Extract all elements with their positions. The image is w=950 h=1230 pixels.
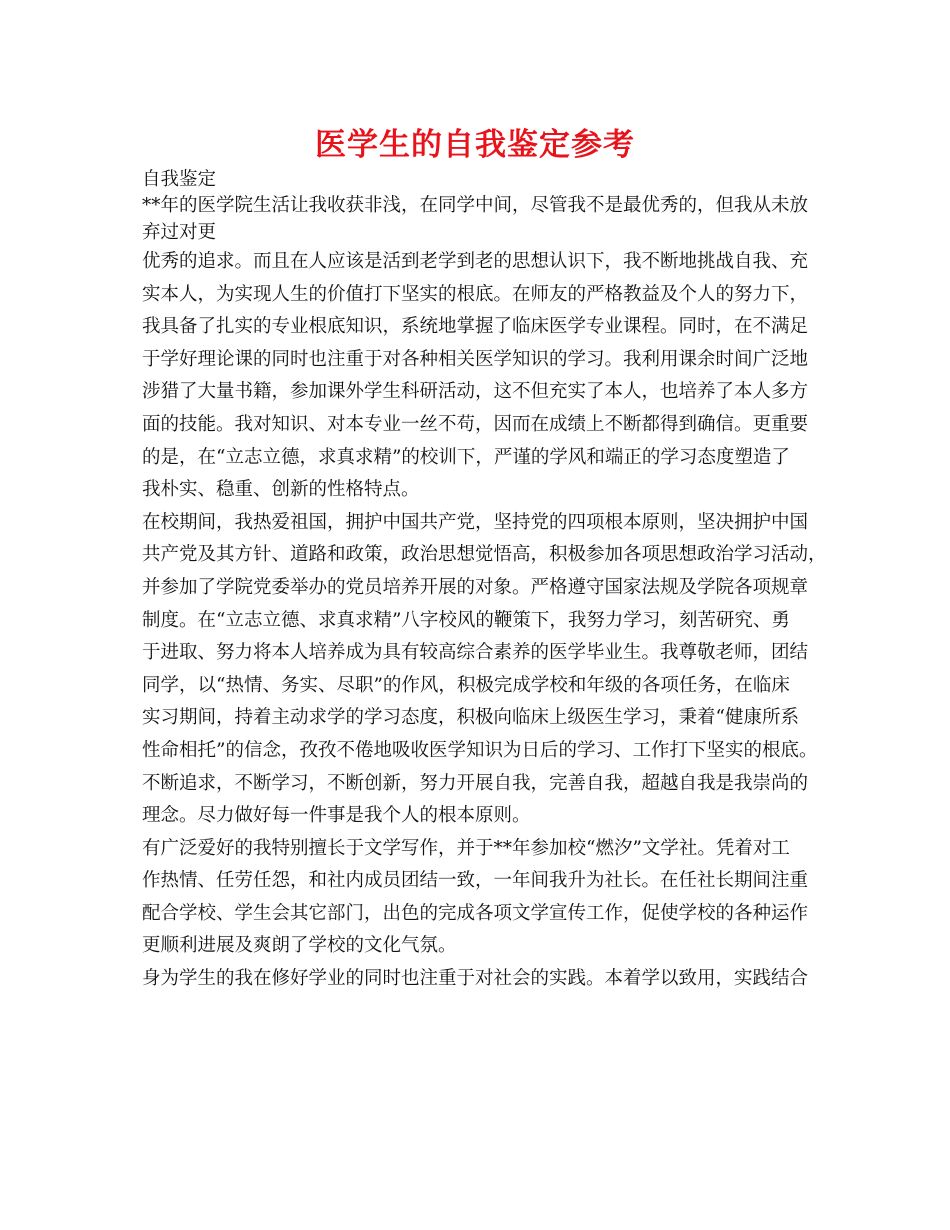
text-line: 实习期间，持着主动求学的学习态度，积极向临床上级医生学习，秉着“健康所系 [142, 707, 799, 729]
text-line: 共产党及其方针、道路和政策，政治思想觉悟高，积极参加各项思想政治学习活动， [142, 544, 827, 566]
text-line: 有广泛爱好的我特别擅长于文学写作，并于**年参加校“燃汐”文学社。凭着对工 [142, 837, 790, 859]
text-line: 理念。尽力做好每一件事是我个人的根本原则。 [142, 805, 531, 827]
text-line: 在校期间，我热爱祖国，拥护中国共产党，坚持党的四项根本原则，坚决拥护中国 [142, 511, 809, 533]
text-line: 弃过对更 [142, 222, 217, 243]
text-line: **年的医学院生活让我收获非浅，在同学中间，尽管我不是最优秀的，但我从未放 [142, 195, 809, 216]
text-line: 配合学校、学生会其它部门，出色的完成各项文学宣传工作，促使学校的各种运作 [142, 902, 809, 924]
text-line: 同学，以“热情、务实、尽职”的作风，积极完成学校和年级的各项任务，在临床 [142, 674, 790, 696]
text-line: 于学好理论课的同时也注重于对各种相关医学知识的学习。我利用课余时间广泛地 [142, 348, 809, 370]
text-line: 于进取、努力将本人培养成为具有较高综合素养的医学毕业生。我尊敬老师，团结 [142, 642, 809, 664]
document-title: 医学生的自我鉴定参考 [315, 127, 635, 163]
text-line: 制度。在“立志立德、求真求精”八字校风的鞭策下，我努力学习，刻苦研究、勇 [142, 609, 790, 631]
text-line: 作热情、任劳任怨，和社内成员团结一致，一年间我升为社长。在任社长期间注重 [142, 870, 809, 892]
text-line: 涉猎了大量书籍，参加课外学生科研活动，这不但充实了本人，也培养了本人多方 [142, 381, 809, 403]
text-line: 的是，在“立志立德，求真求精”的校训下，严谨的学风和端正的学习态度塑造了 [142, 446, 790, 468]
text-line: 并参加了学院党委举办的党员培养开展的对象。严格遵守国家法规及学院各项规章 [142, 576, 809, 598]
text-line: 优秀的追求。而且在人应该是活到老学到老的思想认识下，我不断地挑战自我、充 [142, 251, 809, 272]
text-line: 更顺利进展及爽朗了学校的文化气氛。 [142, 935, 457, 957]
text-line: 自我鉴定 [142, 169, 217, 190]
text-line: 性命相托”的信念，孜孜不倦地吸收医学知识为日后的学习、工作打下坚实的根底。 [142, 739, 818, 761]
text-line: 实本人，为实现人生的价值打下坚实的根底。在师友的严格教益及个人的努力下， [142, 283, 809, 305]
text-line: 我具备了扎实的专业根底知识，系统地掌握了临床医学专业课程。同时，在不满足 [142, 316, 809, 338]
text-line: 面的技能。我对知识、对本专业一丝不苟，因而在成绩上不断都得到确信。更重要 [142, 413, 809, 435]
text-line: 我朴实、稳重、创新的性格特点。 [142, 479, 420, 501]
text-line: 身为学生的我在修好学业的同时也注重于对社会的实践。本着学以致用，实践结合 [142, 968, 809, 990]
document-body [142, 167, 832, 996]
text-line: 不断追求，不断学习，不断创新，努力开展自我，完善自我，超越自我是我崇尚的 [142, 772, 809, 794]
